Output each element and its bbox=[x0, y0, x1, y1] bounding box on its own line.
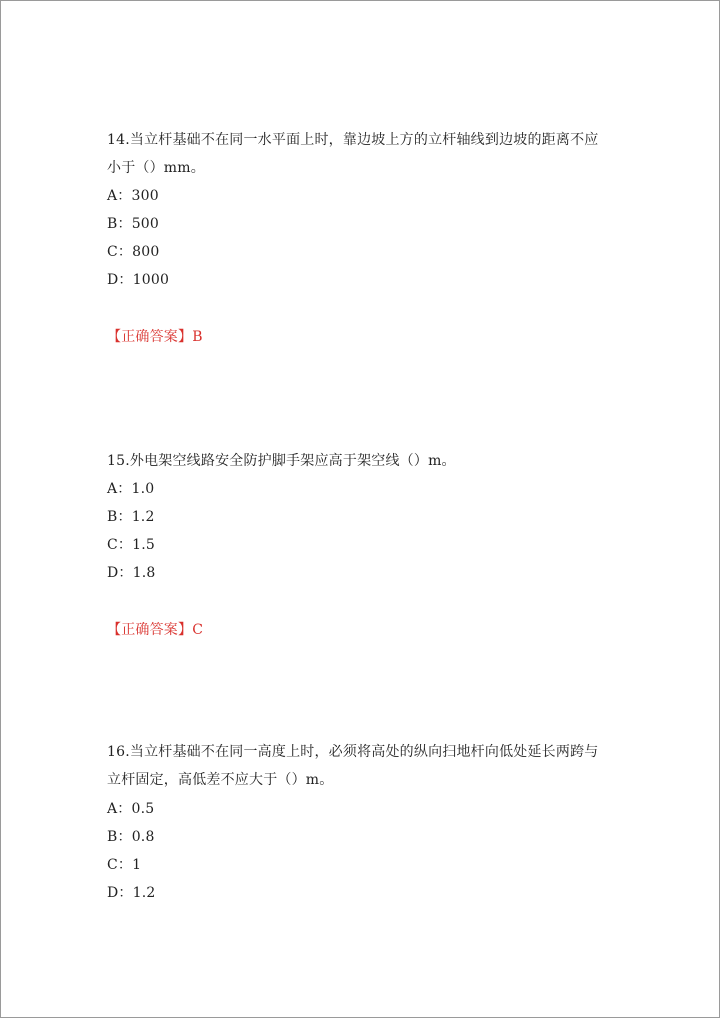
question-16-option-a: A：0.5 bbox=[107, 801, 155, 817]
question-16-option-b: B：0.8 bbox=[107, 829, 155, 845]
question-14-stem-line1: 14.当立杆基础不在同一水平面上时，靠边坡上方的立杆轴线到边坡的距离不应 bbox=[107, 132, 599, 148]
question-15-option-b: B：1.2 bbox=[107, 509, 155, 525]
question-15-answer bbox=[107, 620, 203, 640]
answer-value: C bbox=[192, 622, 204, 638]
question-15-stem-line1: 15.外电架空线路安全防护脚手架应高于架空线（）m。 bbox=[107, 453, 456, 469]
question-16-stem-line2: 立杆固定，高低差不应大于（）m。 bbox=[107, 772, 334, 788]
question-14-stem-line2: 小于（）mm。 bbox=[107, 160, 205, 176]
question-16-stem-line1: 16.当立杆基础不在同一高度上时，必须将高处的纵向扫地杆向低处延长两跨与 bbox=[107, 744, 599, 760]
question-14-option-c: C：800 bbox=[107, 244, 160, 260]
answer-value: B bbox=[192, 329, 203, 345]
question-15-option-a: A：1.0 bbox=[107, 481, 155, 497]
question-14-option-a: A：300 bbox=[107, 188, 159, 204]
answer-label: 【正确答案】 bbox=[107, 622, 193, 638]
question-16-option-c: C：1 bbox=[107, 857, 142, 873]
question-15-option-c: C：1.5 bbox=[107, 537, 155, 553]
question-14-option-b: B：500 bbox=[107, 216, 160, 232]
question-15-option-d: D：1.8 bbox=[107, 565, 156, 581]
question-14-option-d: D：1000 bbox=[107, 272, 170, 288]
answer-label: 【正确答案】 bbox=[107, 329, 193, 345]
question-14-answer bbox=[107, 327, 203, 347]
question-16-option-d: D：1.2 bbox=[107, 885, 156, 901]
